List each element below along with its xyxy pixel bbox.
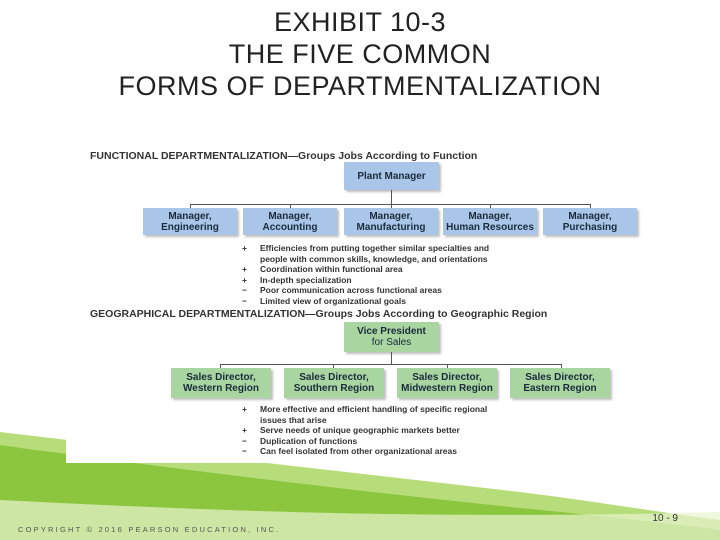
- functional-box-manufacturing: [344, 208, 438, 235]
- box-line: Manager,: [468, 210, 512, 222]
- list-item: [242, 404, 502, 425]
- plant-manager-box: [344, 162, 439, 190]
- box-line: Manager,: [168, 210, 212, 222]
- list-item: [242, 425, 502, 436]
- functional-bullet-list: [242, 243, 502, 306]
- box-line: Sales Director,: [412, 372, 482, 383]
- bullet-text: Poor communication across functional areas: [260, 285, 442, 295]
- box-line: Sales Director,: [525, 372, 595, 383]
- geo-box-southern: [284, 368, 384, 398]
- bullet-text: Limited view of organizational goals: [260, 295, 406, 306]
- box-line: Engineering: [161, 221, 219, 233]
- bullet-text: Serve needs of unique geographic markets better: [260, 425, 460, 435]
- box-line: Human Resources: [446, 221, 534, 233]
- bullet-text: Duplication of functions: [260, 435, 358, 446]
- connector: [391, 352, 392, 364]
- bullet-text: In-depth specialization: [260, 274, 352, 285]
- geo-box-western: [171, 368, 271, 398]
- copyright-text: COPYRIGHT © 2016 PEARSON EDUCATION, INC.: [18, 525, 281, 534]
- bullet-text: More effective and efficient handling of specific regional issues that arise: [260, 404, 488, 425]
- geo-box-eastern: [510, 368, 610, 398]
- box-line: Western Region: [183, 383, 259, 394]
- bullet-symbol: −: [242, 295, 247, 306]
- box-line: Manager,: [568, 210, 612, 222]
- bullet-text: Coordination within functional area: [260, 264, 403, 274]
- bullet-symbol: −: [242, 446, 247, 456]
- title-line-2: THE FIVE COMMON: [228, 39, 492, 69]
- list-item: [242, 285, 502, 296]
- title-line-3: FORMS OF DEPARTMENTALIZATION: [118, 71, 602, 101]
- connector: [190, 204, 590, 205]
- list-item: [242, 275, 502, 286]
- list-item: [242, 243, 502, 264]
- bullet-symbol: +: [242, 404, 247, 414]
- geographical-heading: GEOGRAPHICAL DEPARTMENTALIZATION—Groups Jobs According to Geographic Region: [90, 308, 548, 320]
- functional-box-human-resources: [443, 208, 537, 235]
- connector: [220, 364, 562, 365]
- functional-heading: FUNCTIONAL DEPARTMENTALIZATION—Groups Jobs According to Function: [90, 150, 478, 162]
- bullet-symbol: +: [242, 243, 247, 253]
- list-item: [242, 296, 502, 307]
- functional-box-engineering: [143, 208, 237, 235]
- title-line-1: EXHIBIT 10-3: [273, 7, 447, 37]
- connector: [391, 190, 392, 204]
- bullet-symbol: −: [242, 435, 247, 446]
- box-line: Manager,: [268, 210, 312, 222]
- bullet-symbol: +: [242, 274, 247, 285]
- box-line: Midwestern Region: [401, 383, 493, 394]
- bullet-text: Can feel isolated from other organizational areas: [260, 446, 457, 456]
- functional-box-accounting: [243, 208, 337, 235]
- slide-title: [0, 6, 720, 102]
- list-item: [242, 264, 502, 275]
- bullet-symbol: −: [242, 285, 247, 295]
- vice-president-box: [344, 322, 439, 352]
- box-line: Manager,: [369, 210, 413, 222]
- page-number: 10 - 9: [652, 513, 678, 524]
- box-line: Manufacturing: [356, 221, 426, 233]
- list-item: [242, 446, 502, 457]
- bullet-text: Efficiencies from putting together similar specialties and people with common skills, knowledge, and orientations: [260, 243, 490, 264]
- box-line: Southern Region: [293, 383, 375, 394]
- functional-box-purchasing: [543, 208, 637, 235]
- geo-box-midwestern: [397, 368, 497, 398]
- box-line: Accounting: [262, 221, 318, 233]
- box-line: Vice President: [357, 326, 426, 337]
- bullet-symbol: +: [242, 264, 247, 274]
- geographical-bullet-list: [242, 404, 502, 457]
- box-line: Sales Director,: [299, 372, 369, 383]
- box-line: Eastern Region: [523, 383, 597, 394]
- plant-manager-label: Plant Manager: [357, 170, 426, 182]
- list-item: [242, 436, 502, 447]
- box-line: Sales Director,: [186, 372, 256, 383]
- box-line: Purchasing: [562, 221, 618, 233]
- box-line: for Sales: [371, 337, 412, 348]
- bullet-symbol: +: [242, 425, 247, 435]
